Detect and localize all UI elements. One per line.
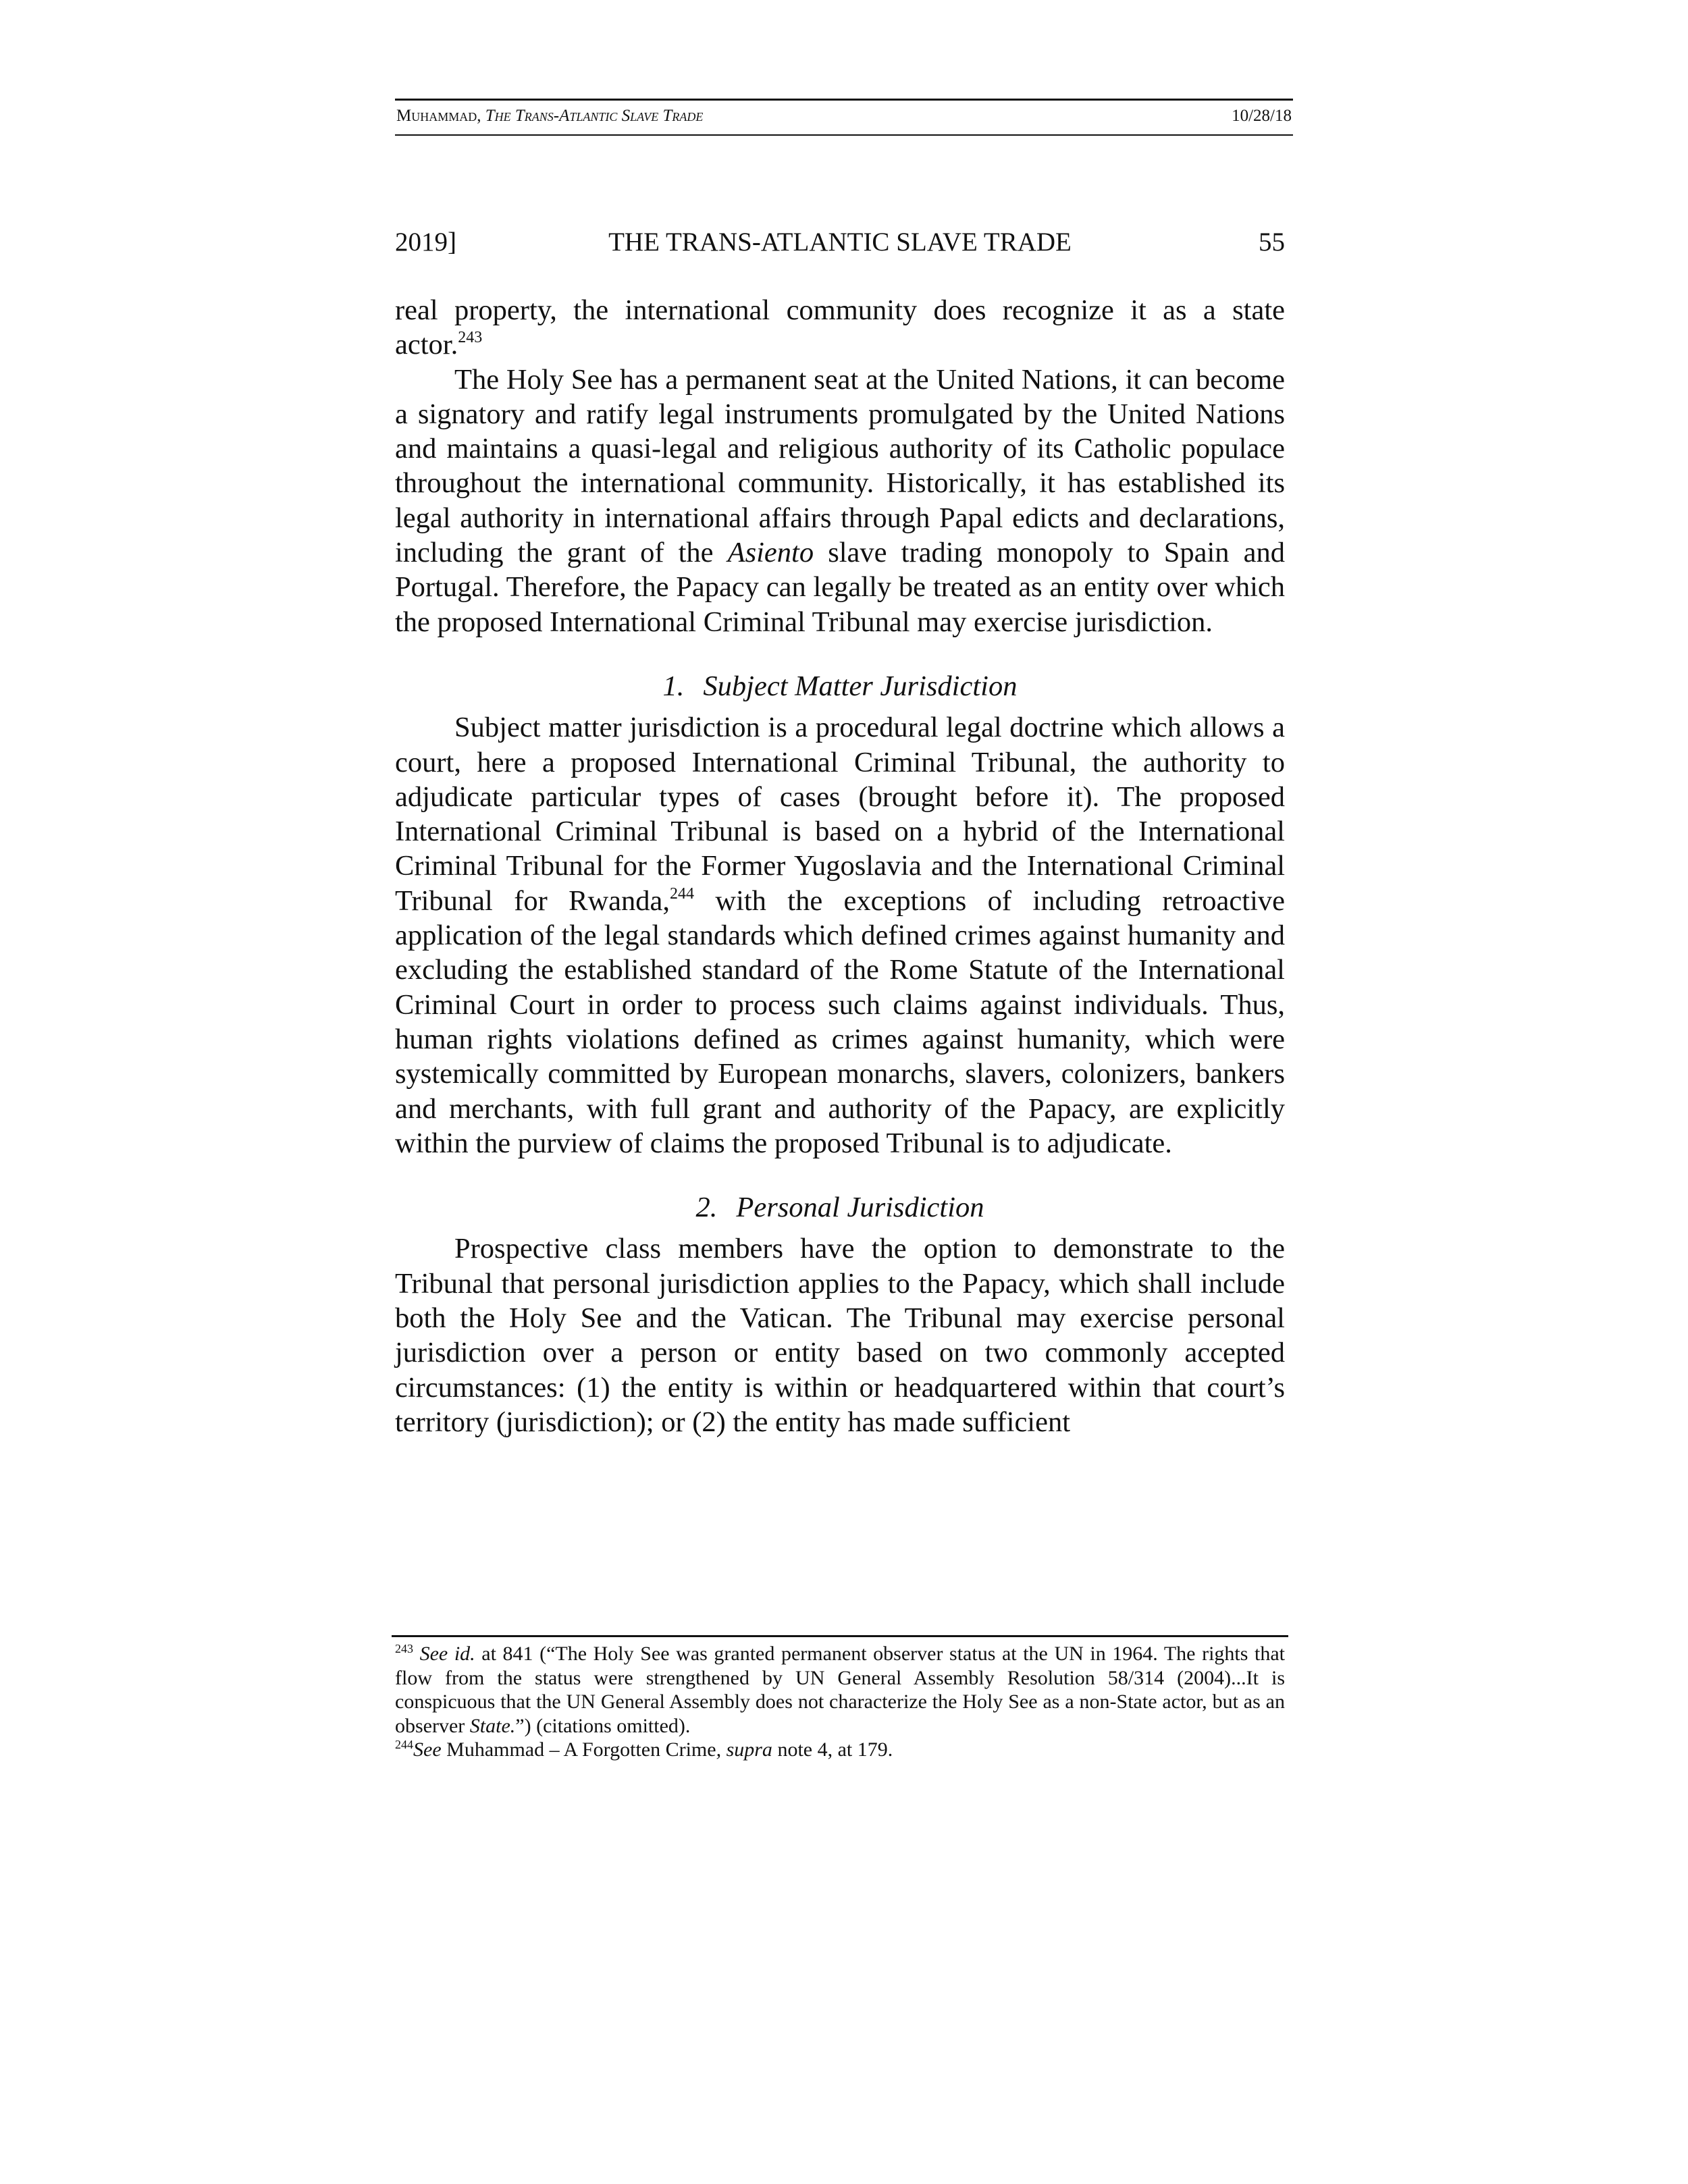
footnotes xyxy=(395,1642,1285,1762)
paragraph-1 xyxy=(395,293,1285,363)
footnote-ref-243[interactable]: 243 xyxy=(458,329,483,347)
paragraph-3 xyxy=(395,710,1285,1161)
footnote-243-text-a: at 841 (“The Holy See was granted permanent observer status at the UN in 1964. The rights that flow from the status were strengthened by UN General Assembly Resolution 58/314 (2004)...It is conspicuous that the UN General Assembly does not characterize the Holy See as a non-State actor, but as an observer xyxy=(395,1643,1286,1737)
footnote-243-text-b: ”) (citations omitted). xyxy=(515,1714,691,1737)
footnote-244-signal: See xyxy=(413,1738,442,1761)
footnote-244-text-a: Muhammad – A Forgotten Crime xyxy=(441,1738,716,1761)
page-header xyxy=(395,227,1285,261)
section-heading-1 xyxy=(395,669,1285,703)
footnote-ref-244[interactable]: 244 xyxy=(670,884,695,903)
paragraph-4-text: Prospective class members have the option to demonstrate to the Tribunal that personal jurisdiction applies to the Papacy, which shall include both the Holy See and the Vatican. The Tribunal may exercise personal jurisdiction over a person or entity based on two commonly accepted circumstances: (1) the entity is within or headquartered within that court’s territory (jurisdiction); or (2) the entity has made sufficient xyxy=(395,1233,1285,1438)
paragraph-2-text-a: The Holy See has a permanent seat at the United Nations, it can become a signatory and ratify legal instruments promulgated by the United Nations and maintains a quasi-legal and religious authority of its Catholic populace throughout the international community. Historically, it has established its legal authority in international affairs through Papal edicts and declarations, including the grant of the xyxy=(395,363,1285,569)
paragraph-2-text-b: slave trading monopoly to Spain and Portugal. Therefore, the Papacy can legally be treated as an entity over which the proposed International Criminal Tribunal may exercise jurisdiction. xyxy=(395,537,1285,638)
article-body xyxy=(395,293,1285,1439)
footnote-244-comma: , xyxy=(716,1738,722,1761)
footnote-243-state: State. xyxy=(469,1714,516,1737)
footnote-divider xyxy=(392,1635,1288,1637)
running-header xyxy=(395,99,1293,136)
paragraph-2-italic: Asiento xyxy=(727,537,814,569)
section-heading-2-number: 2. xyxy=(695,1192,718,1224)
paragraph-3-text-b: with the exceptions of including retroactive application of the legal standards which defined crimes against humanity and excluding the established standard of the Rome Statute of the International Criminal Court in order to process such claims against individuals. Thus, human rights violations defined as crimes against humanity, which were systemically committed by European monarchs, slavers, colonizers, bankers and merchants, with full grant and authority of the Papacy, are explicitly within the purview of claims the proposed Tribunal is to adjudicate. xyxy=(395,884,1285,1159)
running-header-citation xyxy=(396,107,703,126)
footnote-244-supra: supra xyxy=(721,1738,772,1761)
running-header-title: The Trans-Atlantic Slave Trade xyxy=(485,107,704,125)
section-heading-2-title: Personal Jurisdiction xyxy=(736,1192,984,1224)
page-header-year: 2019] xyxy=(395,228,456,257)
section-heading-2 xyxy=(395,1190,1285,1225)
running-header-author: Muhammad, xyxy=(396,107,481,125)
footnote-243-number: 243 xyxy=(395,1642,413,1655)
section-heading-1-number: 1. xyxy=(662,670,685,702)
paragraph-1-text: real property, the international community does recognize it as a state actor. xyxy=(395,294,1285,361)
section-heading-1-title: Subject Matter Jurisdiction xyxy=(703,670,1018,702)
page-header-title: THE TRANS-ATLANTIC SLAVE TRADE xyxy=(608,228,1072,257)
paragraph-3-text-a: Subject matter jurisdiction is a procedural legal doctrine which allows a court, here a proposed International Criminal Tribunal, the authority to adjudicate particular types of cases (brought before it). The proposed International Criminal Tribunal is based on a hybrid of the International Criminal Tribunal for the Former Yugoslavia and the International Criminal Tribunal for Rwanda, xyxy=(395,712,1285,917)
footnote-244-text-b: note 4, at 179. xyxy=(772,1738,893,1761)
footnote-244-number: 244 xyxy=(395,1738,413,1751)
paragraph-2 xyxy=(395,363,1285,639)
paragraph-4 xyxy=(395,1231,1285,1439)
footnote-243-signal: See id. xyxy=(419,1643,475,1665)
running-header-date: 10/28/18 xyxy=(1232,107,1292,125)
footnote-243 xyxy=(395,1642,1285,1738)
footnote-244 xyxy=(395,1738,1285,1762)
page-number: 55 xyxy=(1259,228,1285,257)
